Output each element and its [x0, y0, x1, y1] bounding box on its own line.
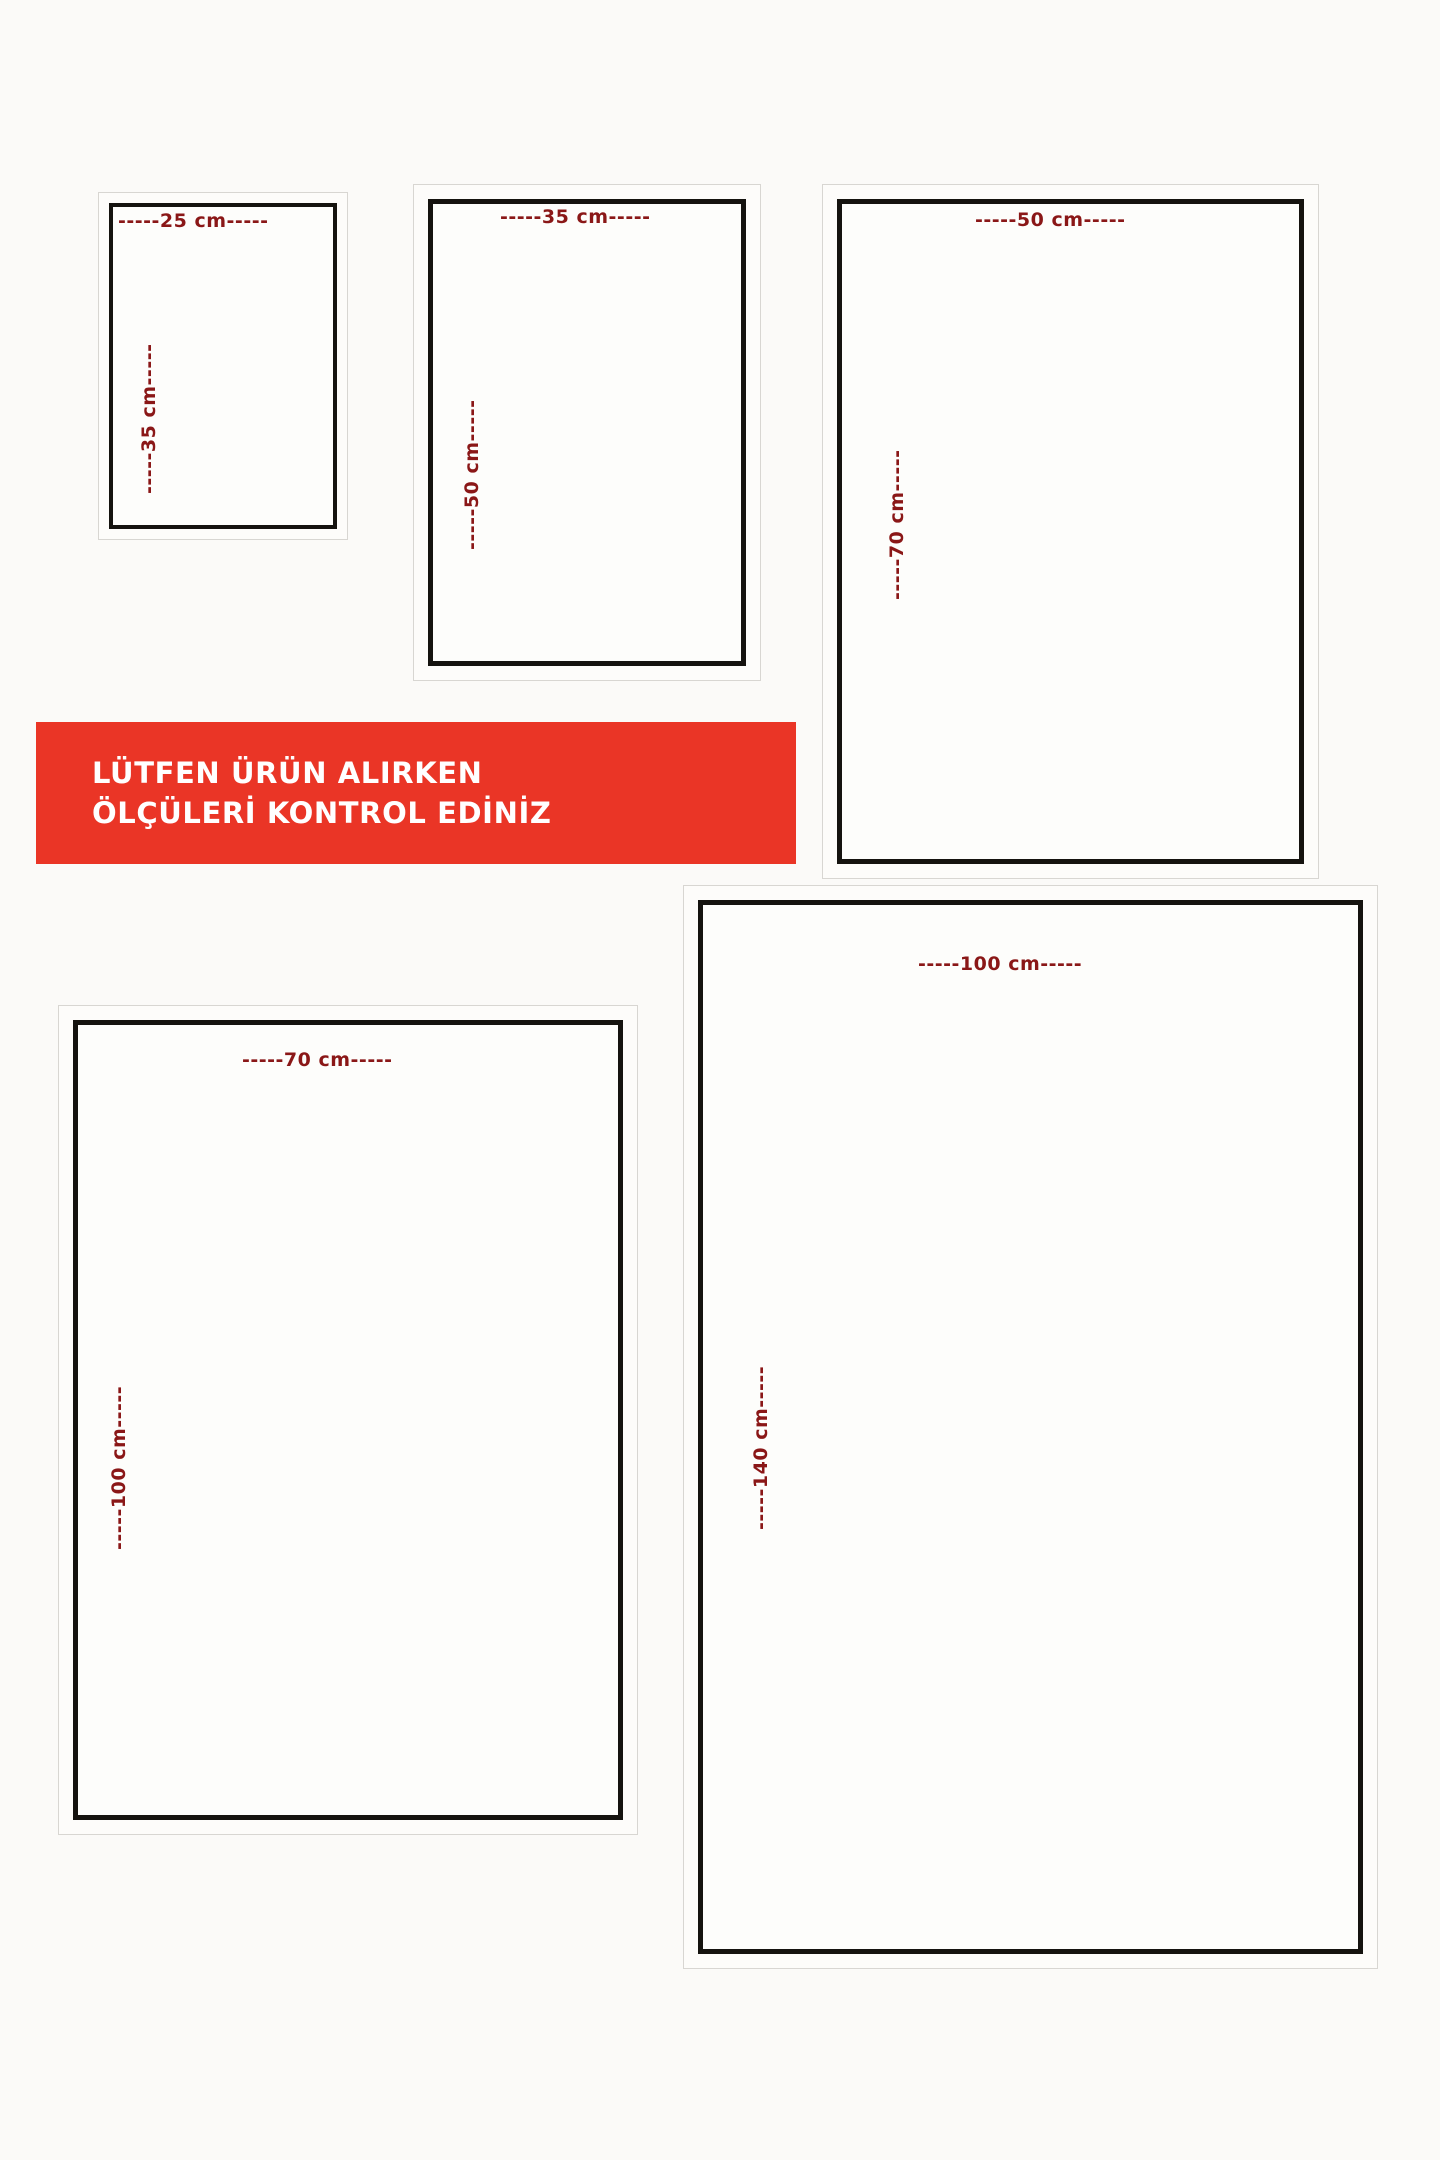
frame-50x70-height-label: -----70 cm-----: [886, 449, 908, 600]
warning-line-1: LÜTFEN ÜRÜN ALIRKEN: [92, 755, 483, 790]
frame-25x35: [98, 192, 348, 540]
frame-70x100-width-label: -----70 cm-----: [242, 1049, 393, 1071]
frame-70x100-inner: [73, 1020, 623, 1820]
frame-35x50-width-label: -----35 cm-----: [500, 206, 651, 228]
frame-100x140-inner: [698, 900, 1363, 1954]
frame-70x100: [58, 1005, 638, 1835]
frame-50x70-width-label: -----50 cm-----: [975, 209, 1126, 231]
frame-25x35-width-label: -----25 cm-----: [118, 210, 269, 232]
warning-banner: [36, 722, 796, 864]
frame-70x100-height-label: -----100 cm-----: [108, 1385, 130, 1550]
frame-35x50-height-label: -----50 cm-----: [461, 399, 483, 550]
frame-100x140: [683, 885, 1378, 1969]
frame-100x140-height-label: -----140 cm-----: [750, 1365, 772, 1530]
frame-100x140-width-label: -----100 cm-----: [918, 953, 1083, 975]
warning-line-2: ÖLÇÜLERİ KONTROL EDİNİZ: [92, 796, 552, 830]
frame-25x35-height-label: -----35 cm-----: [138, 343, 160, 494]
